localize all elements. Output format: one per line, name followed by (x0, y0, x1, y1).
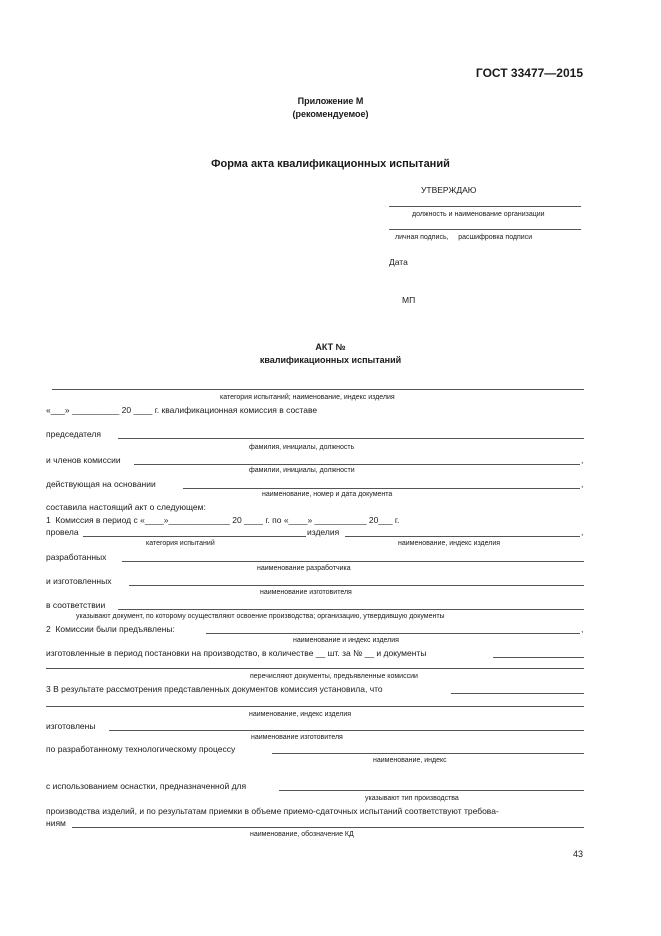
made-label: изготовлены (46, 721, 96, 731)
developer-caption: наименование разработчика (257, 565, 351, 572)
appendix-title: Приложение М (297, 96, 364, 106)
signature-caption: личная подпись, расшифровка подписи (395, 234, 533, 241)
category-line (52, 389, 584, 390)
kd-caption: наименование, обозначение КД (250, 831, 354, 838)
category-caption: категория испытаний; наименование, индекс изделия (220, 394, 395, 401)
developed-line (122, 561, 584, 562)
made-line (109, 730, 584, 731)
appendix-subtitle: (рекомендуемое) (292, 109, 369, 119)
members-caption: фамилии, инициалы, должности (249, 467, 355, 474)
accordance-caption: указывают документ, по которому осуществляют освоение производства; организацию, утвердившую документы (76, 613, 445, 620)
page-number: 43 (572, 849, 583, 859)
date-label: Дата (389, 257, 408, 267)
approve-label: УТВЕРЖДАЮ (421, 185, 477, 195)
members-line (134, 464, 580, 465)
acting-label: действующая на основании (46, 479, 156, 489)
form-title: Форма акта квалификационных испытаний (211, 158, 450, 170)
standard-header: ГОСТ 33477—2015 (475, 66, 583, 80)
item2-line (206, 633, 580, 634)
name-index-caption: наименование, индекс изделия (249, 711, 352, 718)
signature-line (389, 229, 581, 230)
position-caption: должность и наименование организации (412, 211, 545, 218)
docs-line (46, 668, 584, 669)
production-text: производства изделий, и по результатам приемки в объеме приемо-сдаточных испытаний соответствуют требова- (46, 806, 499, 816)
process-line (272, 753, 584, 754)
compiled-text: составила настоящий акт о следующем: (46, 502, 206, 512)
item2-comma: , (581, 624, 584, 634)
document-caption: наименование, номер и дата документа (262, 491, 393, 498)
seal-label: МП (402, 295, 416, 305)
product-line (345, 536, 580, 537)
name-index-product-caption: наименование и индекс изделия (293, 637, 399, 644)
manufactured-label: и изготовленных (46, 576, 112, 586)
commission-line: «___» __________ 20 ____ г. квалификационная комиссия в составе (46, 405, 318, 415)
chairman-caption: фамилия, инициалы, должность (249, 444, 355, 451)
tooling-label: с использованием оснастки, предназначенной для (46, 781, 247, 791)
production-type-caption: указывают тип производства (365, 795, 459, 802)
manufactured-period-text: изготовленные в период постановки на производство, в количестве __ шт. за № __ и документы (46, 648, 427, 658)
acting-line (183, 488, 580, 489)
act-subtitle: квалификационных испытаний (259, 355, 402, 365)
accordance-label: в соответствии (46, 600, 106, 610)
acting-comma: , (581, 479, 584, 489)
act-title: АКТ № (315, 342, 346, 352)
period-line (493, 657, 584, 658)
item3-text: 3 В результате рассмотрения представленных документов комиссия установила, что (46, 684, 383, 694)
name-idx-caption: наименование, индекс (373, 757, 447, 764)
conducted-line (83, 536, 306, 537)
manufacturer2-caption: наименование изготовителя (251, 734, 343, 741)
item1-text: 1 Комиссия в период с «____»_____________ 20 ____ г. по «____» ___________ 20___ г. (46, 515, 400, 525)
tooling-line (279, 790, 584, 791)
position-line (389, 206, 581, 207)
item2-text: 2 Комиссии были предъявлены: (46, 624, 175, 634)
conducted-label: провела (46, 527, 79, 537)
docs-caption: перечисляют документы, предъявленные комиссии (250, 673, 418, 680)
members-comma: , (581, 455, 584, 465)
developed-label: разработанных (46, 552, 107, 562)
requirements-line (72, 827, 584, 828)
manufactured-line (129, 585, 584, 586)
product-label: изделия (307, 527, 340, 537)
chairman-label: председателя (46, 429, 101, 439)
manufacturer-caption: наименование изготовителя (260, 589, 352, 596)
chairman-line (118, 438, 584, 439)
item3-line (451, 693, 584, 694)
product-index-caption: наименование, индекс изделия (398, 540, 501, 547)
requirements-label: ниям (46, 818, 66, 828)
accordance-line (118, 609, 584, 610)
product-comma: , (581, 527, 584, 537)
item3-line2 (46, 706, 584, 707)
test-category-caption: категория испытаний (146, 540, 215, 547)
members-label: и членов комиссии (46, 455, 121, 465)
process-label: по разработанному технологическому процессу (46, 744, 236, 754)
